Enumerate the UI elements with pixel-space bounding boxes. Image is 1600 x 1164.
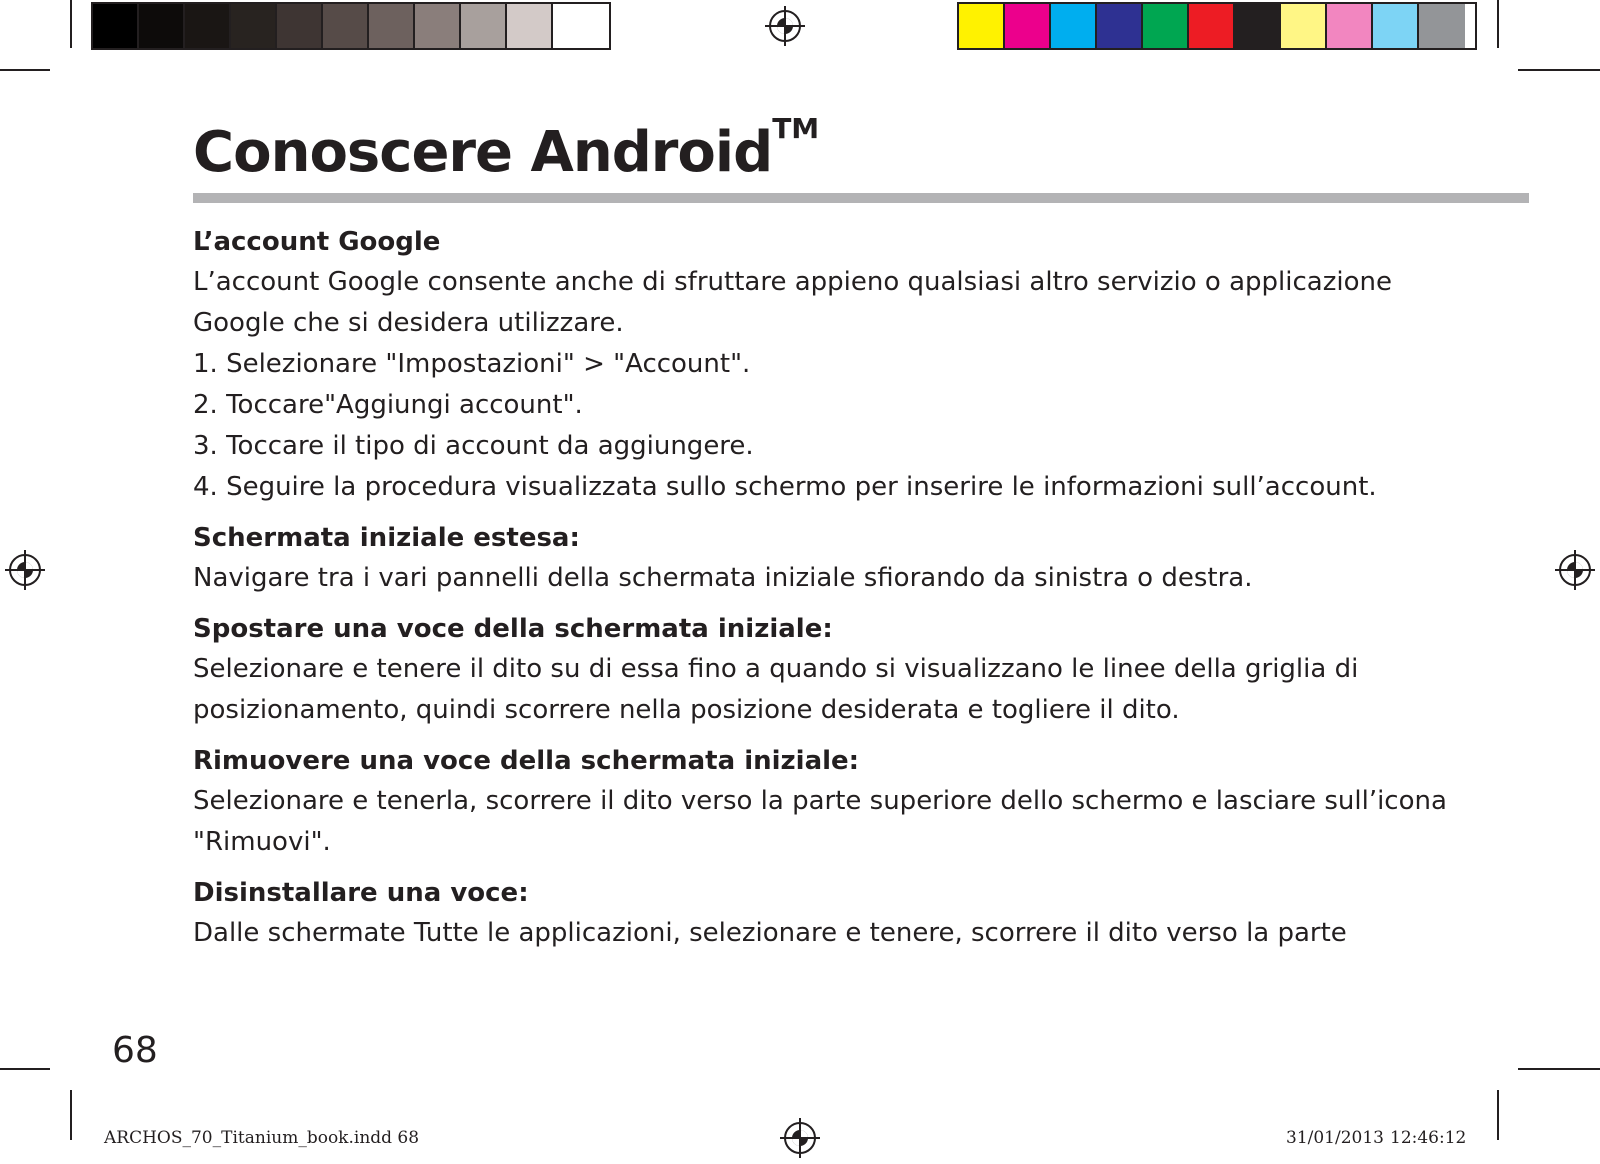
color-swatch — [959, 4, 1005, 48]
body-text-line: 2. Toccare"Aggiungi account". — [193, 390, 583, 420]
slug-file: ARCHOS_70_Titanium_book.indd 68 — [104, 1128, 420, 1148]
content — [193, 222, 1533, 954]
color-swatch — [1373, 4, 1419, 48]
crop-mark-bottom-left-horizontal — [0, 1068, 50, 1070]
color-swatch — [369, 4, 415, 48]
color-swatch — [93, 4, 139, 48]
body-text-line: L’account Google consente anche di sfruttare appieno qualsiasi altro servizio o applicazione — [193, 267, 1392, 297]
crop-mark-bottom-right-horizontal — [1518, 1068, 1600, 1070]
body-text-line: Dalle schermate Tutte le applicazioni, selezionare e tenere, scorrere il dito verso la parte — [193, 918, 1347, 948]
slug-time: 12:46:12 — [1390, 1128, 1467, 1148]
body-text-line: 3. Toccare il tipo di account da aggiungere. — [193, 431, 754, 461]
color-swatch — [277, 4, 323, 48]
body-text-line: "Rimuovi". — [193, 827, 331, 857]
color-swatch — [139, 4, 185, 48]
color-swatch — [1097, 4, 1143, 48]
color-swatch — [1005, 4, 1051, 48]
registration-mark-icon — [5, 550, 45, 590]
registration-mark-icon — [780, 1118, 820, 1158]
page-title — [193, 112, 820, 185]
body-text-line: Selezionare e tenerla, scorrere il dito verso la parte superiore dello schermo e lasciare sull’icona — [193, 786, 1447, 816]
section-heading: L’account Google — [193, 227, 441, 257]
body-text-line: posizionamento, quindi scorrere nella posizione desiderata e togliere il dito. — [193, 695, 1180, 725]
color-swatch — [553, 4, 599, 48]
slug-date: 31/01/2013 — [1286, 1128, 1384, 1148]
section-heading: Schermata iniziale estesa: — [193, 523, 580, 553]
section-heading: Rimuovere una voce della schermata iniziale: — [193, 746, 860, 776]
body-text-line: 1. Selezionare "Impostazioni" > "Account". — [193, 349, 751, 379]
body-text-line: 4. Seguire la procedura visualizzata sullo schermo per inserire le informazioni sull’account. — [193, 472, 1377, 502]
color-swatch — [415, 4, 461, 48]
body-text-line: Google che si desidera utilizzare. — [193, 308, 624, 338]
color-swatch — [1143, 4, 1189, 48]
crop-mark-top-left-horizontal — [0, 69, 50, 71]
grayscale-color-bar — [91, 2, 611, 50]
process-color-bar — [957, 2, 1477, 50]
registration-mark-icon — [1555, 550, 1595, 590]
body-text-line: Selezionare e tenere il dito su di essa fino a quando si visualizzano le linee della griglia di — [193, 654, 1359, 684]
crop-mark-bottom-right-vertical — [1497, 1090, 1499, 1140]
color-swatch — [507, 4, 553, 48]
color-swatch — [1189, 4, 1235, 48]
crop-mark-top-left-vertical — [70, 0, 72, 48]
registration-mark-icon — [765, 6, 805, 46]
color-swatch — [231, 4, 277, 48]
page-title-text: Conoscere Android — [193, 120, 773, 185]
section-heading: Spostare una voce della schermata iniziale: — [193, 614, 833, 644]
color-swatch — [1327, 4, 1373, 48]
body-text-line: Navigare tra i vari pannelli della schermata iniziale sfiorando da sinistra o destra. — [193, 563, 1253, 593]
color-swatch — [1235, 4, 1281, 48]
crop-mark-top-right-vertical — [1497, 0, 1499, 48]
page-number: 68 — [112, 1030, 158, 1071]
color-swatch — [461, 4, 507, 48]
color-swatch — [1051, 4, 1097, 48]
color-swatch — [1419, 4, 1465, 48]
crop-mark-bottom-left-vertical — [70, 1090, 72, 1140]
section-heading: Disinstallare una voce: — [193, 878, 529, 908]
crop-mark-top-right-horizontal — [1518, 69, 1600, 71]
trademark-mark: TM — [772, 112, 820, 145]
color-swatch — [1281, 4, 1327, 48]
color-swatch — [185, 4, 231, 48]
title-rule — [193, 193, 1529, 203]
color-swatch — [323, 4, 369, 48]
